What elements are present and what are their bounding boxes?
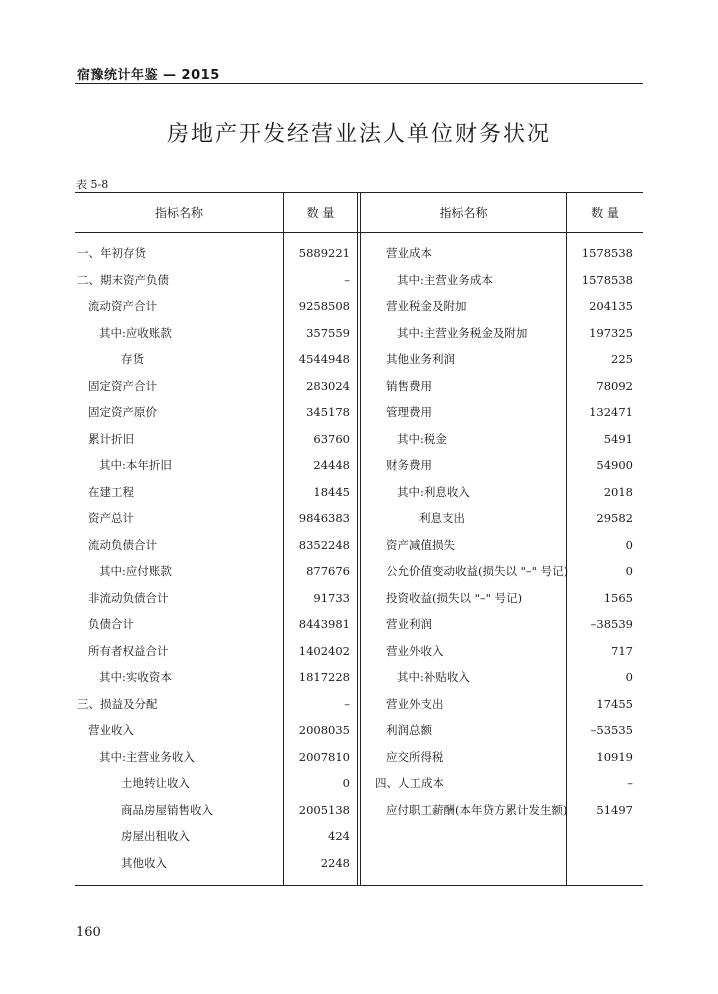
table-row	[375, 426, 633, 453]
table-row	[77, 850, 350, 877]
table-row	[375, 558, 633, 585]
indicator-value: 877676	[306, 564, 350, 578]
indicator-name: 销售费用	[386, 378, 432, 393]
indicator-value: 2248	[320, 855, 350, 870]
table-row	[375, 346, 633, 373]
indicator-value: 0	[342, 776, 350, 790]
table-row	[77, 240, 350, 267]
indicator-name: 固定资产原价	[88, 405, 157, 419]
table-row	[375, 320, 633, 347]
indicator-value: 17455	[596, 696, 633, 711]
indicator-value: –38539	[590, 617, 633, 631]
indicator-value: 1817228	[298, 670, 350, 684]
table-bottom-rule	[75, 885, 643, 886]
table-row	[375, 638, 633, 665]
indicator-name: 一、年初存货	[77, 246, 146, 260]
indicator-value: 132471	[589, 405, 633, 419]
table-row	[375, 797, 633, 824]
indicator-value: 345178	[306, 405, 350, 419]
table-row	[77, 638, 350, 665]
indicator-name: 流动负债合计	[88, 537, 157, 552]
indicator-value: 204135	[589, 299, 633, 313]
indicator-name: 应付职工薪酬(本年贷方累计发生额)	[386, 802, 568, 817]
table-row	[375, 452, 633, 479]
indicator-value: 29582	[596, 511, 633, 525]
indicator-value: 0	[625, 537, 633, 552]
indicator-name: 流动资产合计	[88, 299, 157, 313]
indicator-value: 283024	[306, 378, 350, 393]
indicator-value: 2008035	[298, 723, 350, 737]
indicator-value: 0	[625, 670, 633, 684]
table-row	[77, 664, 350, 691]
indicator-value: 1565	[603, 590, 633, 605]
table-row	[375, 770, 633, 797]
table-row	[77, 452, 350, 479]
indicator-value: –	[344, 696, 350, 711]
table-row	[375, 532, 633, 559]
indicator-value: 8443981	[298, 617, 350, 631]
indicator-name: 营业外支出	[386, 696, 444, 711]
indicator-name: 负债合计	[88, 617, 134, 631]
indicator-value: 2007810	[298, 749, 350, 764]
indicator-name: 三、损益及分配	[77, 696, 158, 711]
running-header: 宿豫统计年鉴 — 2015	[77, 68, 220, 83]
table-row	[77, 770, 350, 797]
header-rule	[75, 83, 643, 84]
table-row	[375, 717, 633, 744]
indicator-value: 5889221	[298, 246, 350, 260]
indicator-name: 投资收益(损失以 "–" 号记)	[386, 590, 523, 605]
table-row	[77, 479, 350, 506]
table-number: 表 5-8	[76, 178, 109, 191]
table-row	[77, 558, 350, 585]
indicator-name: 商品房屋销售收入	[121, 802, 213, 817]
indicator-value: 51497	[596, 802, 633, 817]
indicator-name: 资产减值损失	[386, 537, 455, 552]
right-table-body	[375, 240, 633, 823]
indicator-value: 24448	[313, 458, 350, 472]
indicator-name: 其中:本年折旧	[99, 458, 172, 472]
indicator-name: 所有者权益合计	[88, 643, 169, 658]
indicator-name: 管理费用	[386, 405, 432, 419]
indicator-name: 其中:主营业务收入	[99, 749, 195, 764]
table-row	[77, 320, 350, 347]
indicator-name: 土地转让收入	[121, 776, 190, 790]
table-row	[77, 267, 350, 294]
indicator-name: 非流动负债合计	[88, 590, 169, 605]
indicator-value: –	[344, 272, 350, 287]
indicator-value: 1578538	[581, 246, 633, 260]
page-number: 160	[76, 925, 101, 940]
page-title: 房地产开发经营业法人单位财务状况	[166, 122, 551, 147]
table-row	[77, 399, 350, 426]
table-row	[375, 585, 633, 612]
indicator-name: 利息支出	[419, 511, 465, 525]
indicator-value: 197325	[589, 325, 633, 340]
indicator-name: 其中:主营业务成本	[397, 272, 493, 287]
indicator-name: 房屋出租收入	[121, 829, 190, 843]
table-row	[375, 744, 633, 771]
indicator-value: 18445	[313, 484, 350, 499]
table-row	[77, 797, 350, 824]
indicator-value: 225	[611, 352, 633, 366]
indicator-value: 9846383	[298, 511, 350, 525]
table-row	[375, 240, 633, 267]
indicator-value: 1578538	[581, 272, 633, 287]
indicator-value: 9258508	[298, 299, 350, 313]
center-double-divider	[357, 193, 361, 885]
table-row	[77, 532, 350, 559]
table-row	[375, 664, 633, 691]
indicator-name: 存货	[121, 352, 144, 366]
left-table-body	[77, 240, 350, 876]
indicator-value: 78092	[596, 378, 633, 393]
indicator-name: 其中:实收资本	[99, 670, 172, 684]
indicator-value: 424	[328, 829, 350, 843]
table-row	[77, 585, 350, 612]
indicator-name: 公允价值变动收益(损失以 "–" 号记)	[386, 564, 569, 578]
table-row	[77, 691, 350, 718]
indicator-name: 其中:利息收入	[397, 484, 470, 499]
indicator-name: 其他业务利润	[386, 352, 455, 366]
indicator-name: 其中:补贴收入	[397, 670, 470, 684]
table-row	[77, 373, 350, 400]
table-row	[375, 611, 633, 638]
indicator-value: 4544948	[298, 352, 350, 366]
indicator-name: 其中:应付账款	[99, 564, 172, 578]
table-row	[77, 717, 350, 744]
indicator-name: 四、人工成本	[375, 776, 444, 790]
indicator-name: 累计折旧	[88, 431, 134, 446]
indicator-value: 91733	[313, 590, 350, 605]
table-row	[375, 691, 633, 718]
indicator-name: 资产总计	[88, 511, 134, 525]
indicator-name: 其中:主营业务税金及附加	[397, 325, 528, 340]
indicator-name: 利润总额	[386, 723, 432, 737]
indicator-name: 其他收入	[121, 855, 167, 870]
indicator-value: 8352248	[298, 537, 350, 552]
indicator-name: 应交所得税	[386, 749, 444, 764]
indicator-value: 63760	[313, 431, 350, 446]
indicator-value: 2005138	[298, 802, 350, 817]
indicator-value: 0	[625, 564, 633, 578]
indicator-name: 营业收入	[88, 723, 134, 737]
indicator-value: –	[627, 776, 633, 790]
table-row	[375, 267, 633, 294]
indicator-name: 其中:税金	[397, 431, 447, 446]
table-row	[77, 426, 350, 453]
indicator-value: 717	[611, 643, 633, 658]
table-row	[77, 346, 350, 373]
indicator-value: 2018	[603, 484, 633, 499]
header-indicator-left: 指标名称	[154, 206, 203, 220]
table-row	[375, 373, 633, 400]
indicator-name: 营业税金及附加	[386, 299, 467, 313]
indicator-name: 在建工程	[88, 484, 134, 499]
indicator-value: –53535	[590, 723, 633, 737]
indicator-name: 营业外收入	[386, 643, 444, 658]
table-row	[375, 479, 633, 506]
table-row	[77, 823, 350, 850]
indicator-value: 54900	[596, 458, 633, 472]
table-row	[77, 505, 350, 532]
header-indicator-right: 指标名称	[439, 206, 488, 220]
indicator-value: 1402402	[298, 643, 350, 658]
table-row	[77, 611, 350, 638]
header-quantity-right: 数 量	[591, 206, 619, 220]
table-row	[77, 744, 350, 771]
table-row	[77, 293, 350, 320]
table-row	[375, 399, 633, 426]
indicator-value: 10919	[596, 749, 633, 764]
indicator-name: 营业成本	[386, 246, 432, 260]
indicator-value: 5491	[603, 431, 633, 446]
indicator-name: 二、期末资产负债	[77, 272, 169, 287]
table-row	[375, 293, 633, 320]
indicator-name: 固定资产合计	[88, 378, 157, 393]
indicator-name: 其中:应收账款	[99, 325, 172, 340]
table-row	[375, 505, 633, 532]
header-quantity-left: 数 量	[306, 206, 335, 220]
indicator-value: 357559	[306, 325, 350, 340]
indicator-name: 财务费用	[386, 458, 432, 472]
indicator-name: 营业利润	[386, 617, 432, 631]
